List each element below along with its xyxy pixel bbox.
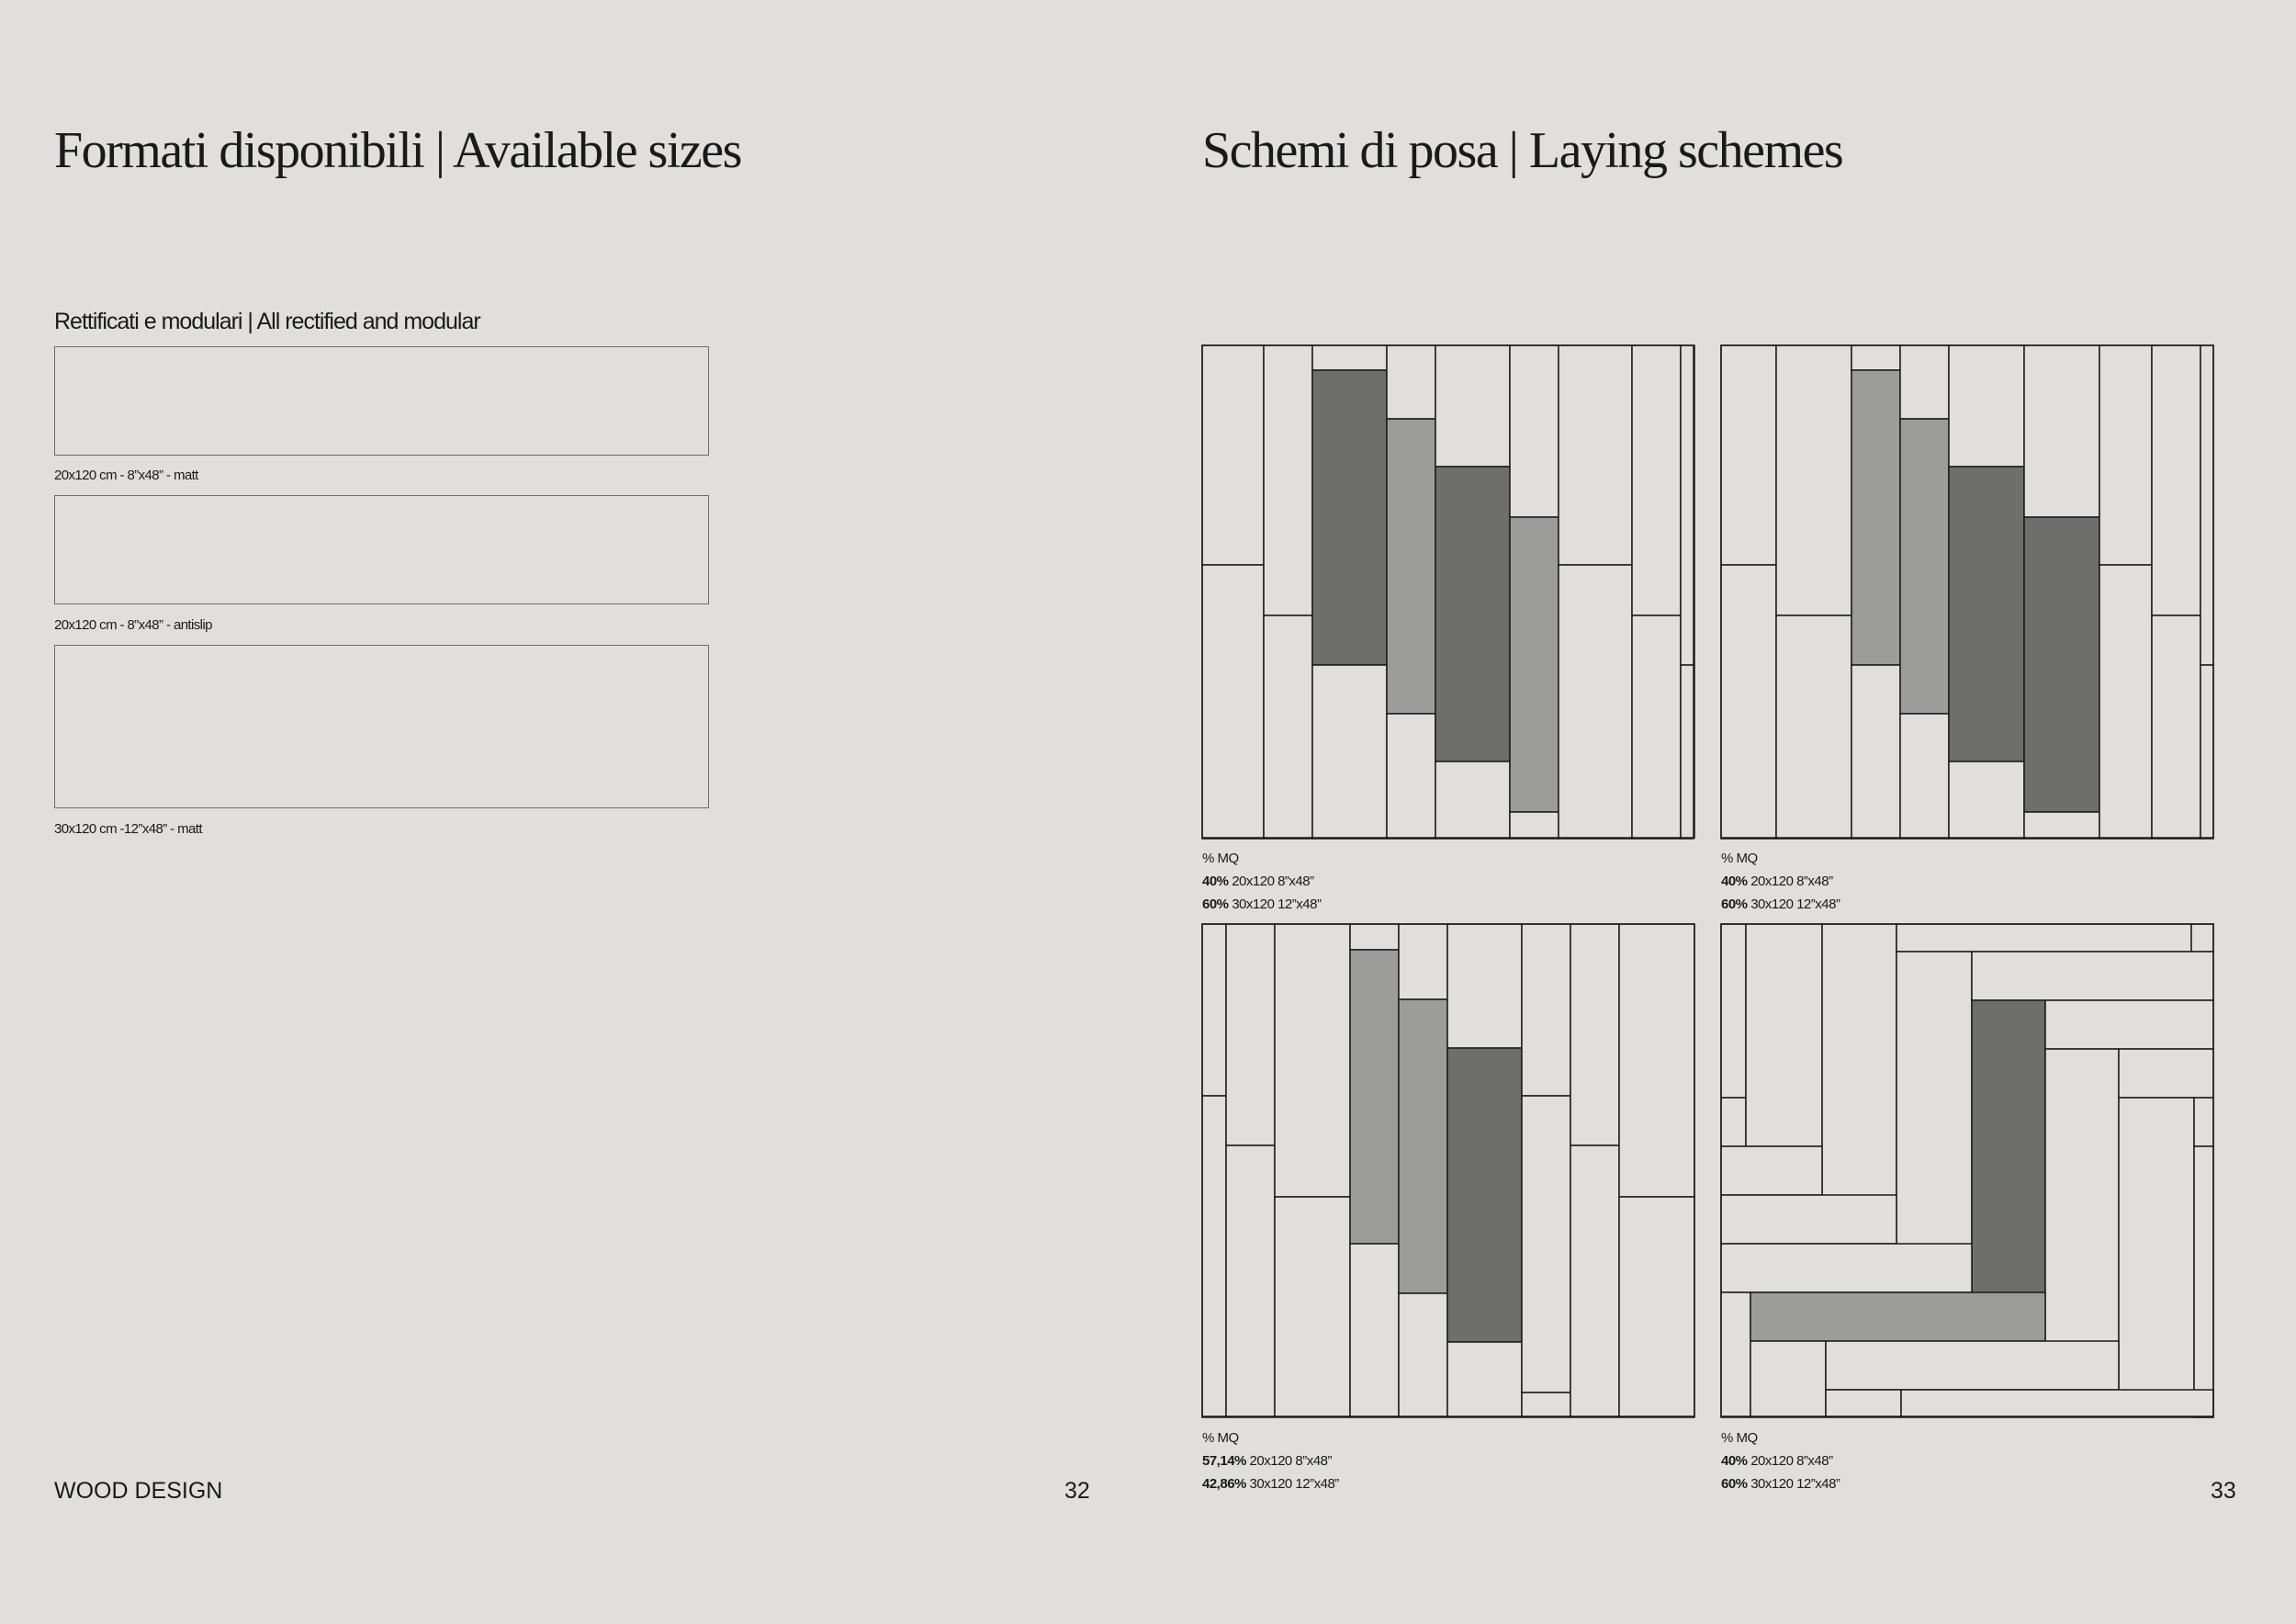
legend-header: % MQ — [1721, 1430, 1758, 1446]
right-page-title: Schemi di posa | Laying schemes — [1202, 122, 1843, 179]
sizes-subtitle: Rettificati e modulari | All rectified and modular — [54, 309, 480, 334]
legend-header: % MQ — [1721, 851, 1758, 866]
size-label-30x120-matt: 30x120 cm -12”x48” - matt — [54, 821, 202, 837]
page-number-left: 32 — [1064, 1478, 1090, 1504]
scheme-2-legend — [1721, 847, 1840, 916]
size-swatch-20x120-antislip — [54, 495, 709, 604]
legend-header: % MQ — [1202, 1430, 1239, 1446]
legend-header: % MQ — [1202, 851, 1239, 866]
scheme-3-legend — [1202, 1427, 1339, 1495]
size-label-20x120-antislip: 20x120 cm - 8”x48” - antislip — [54, 617, 212, 633]
scheme-4-legend — [1721, 1427, 1840, 1495]
legend-row: 60% 30x120 12”x48” — [1721, 897, 1840, 912]
legend-row: 60% 30x120 12”x48” — [1721, 1476, 1840, 1492]
laying-scheme-1 — [1202, 345, 1695, 839]
size-label-20x120-matt: 20x120 cm - 8”x48” - matt — [54, 468, 198, 483]
page-number-right: 33 — [2211, 1478, 2236, 1504]
size-swatch-30x120-matt — [54, 645, 709, 808]
scheme-1-legend — [1202, 847, 1321, 916]
laying-scheme-2 — [1721, 345, 2214, 839]
laying-scheme-3 — [1202, 924, 1695, 1417]
legend-row: 60% 30x120 12”x48” — [1202, 897, 1322, 912]
legend-row: 40% 20x120 8”x48” — [1721, 1453, 1833, 1469]
brand-name: WOOD DESIGN — [54, 1478, 223, 1504]
legend-row: 42,86% 30x120 12”x48” — [1202, 1476, 1339, 1492]
legend-row: 40% 20x120 8”x48” — [1202, 874, 1314, 889]
size-swatch-20x120-matt — [54, 346, 709, 456]
legend-row: 57,14% 20x120 8”x48” — [1202, 1453, 1332, 1469]
left-page-title: Formati disponibili | Available sizes — [54, 122, 741, 179]
laying-scheme-4 — [1721, 924, 2214, 1417]
legend-row: 40% 20x120 8”x48” — [1721, 874, 1833, 889]
